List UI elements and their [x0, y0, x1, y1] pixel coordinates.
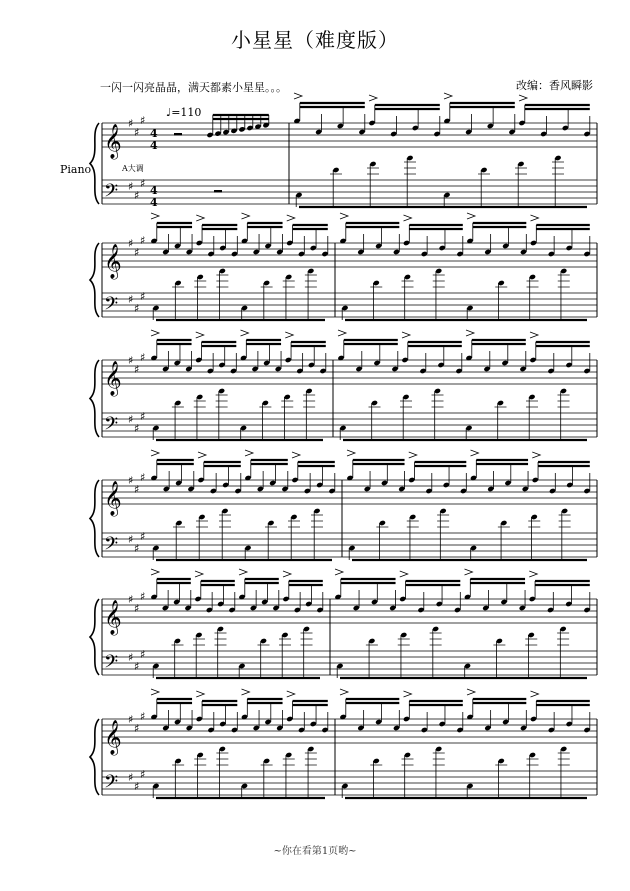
- bass-clef: 𝄢: [104, 414, 119, 439]
- page-title: 小星星（难度版）: [231, 28, 399, 52]
- time-signature: 4: [150, 127, 158, 140]
- sharp-sign: ♯: [128, 237, 134, 250]
- accent-mark: [239, 569, 247, 575]
- accent-mark: [531, 691, 539, 697]
- accent-mark: [242, 689, 250, 695]
- sharp-sign: ♯: [140, 471, 146, 484]
- sharp-sign: ♯: [134, 302, 140, 315]
- accent-mark: [444, 93, 452, 99]
- sharp-sign: ♯: [140, 768, 146, 781]
- brace: [90, 599, 99, 675]
- treble-clef: 𝄞: [104, 481, 122, 516]
- sharp-sign: ♯: [128, 593, 134, 606]
- arranger-credit: 改编：香风瞬影: [516, 79, 593, 92]
- brace: [90, 480, 99, 557]
- accent-mark: [151, 689, 159, 695]
- accent-mark: [151, 569, 159, 575]
- sharp-sign: ♯: [134, 602, 140, 615]
- sharp-sign: ♯: [128, 117, 134, 130]
- accent-mark: [287, 691, 295, 697]
- accent-mark: [196, 215, 204, 221]
- accent-mark: [467, 213, 475, 219]
- time-signature: 4: [150, 196, 158, 209]
- sharp-sign: ♯: [128, 474, 134, 487]
- accent-mark: [335, 569, 343, 575]
- accent-mark: [338, 330, 346, 336]
- sharp-sign: ♯: [140, 530, 146, 543]
- accent-mark: [196, 691, 204, 697]
- sharp-sign: ♯: [140, 234, 146, 247]
- sharp-sign: ♯: [140, 590, 146, 603]
- accent-mark: [347, 450, 355, 456]
- sharp-sign: ♯: [134, 722, 140, 735]
- sharp-sign: ♯: [134, 126, 140, 139]
- time-signature: 4: [150, 184, 158, 197]
- treble-clef: 𝄞: [104, 244, 122, 279]
- accent-mark: [531, 215, 539, 221]
- accent-mark: [287, 215, 295, 221]
- sharp-sign: ♯: [128, 651, 134, 664]
- tempo-marking: ♩=110: [166, 106, 202, 119]
- accent-mark: [340, 689, 348, 695]
- accent-mark: [283, 571, 291, 577]
- accent-mark: [242, 213, 250, 219]
- sharp-sign: ♯: [140, 290, 146, 303]
- accent-mark: [196, 332, 204, 338]
- sharp-sign: ♯: [140, 351, 146, 364]
- sharp-sign: ♯: [134, 363, 140, 376]
- accent-mark: [241, 330, 249, 336]
- accent-mark: [195, 571, 203, 577]
- accent-mark: [292, 452, 300, 458]
- sharp-sign: ♯: [128, 533, 134, 546]
- treble-clef: 𝄞: [104, 600, 122, 635]
- brace: [90, 123, 99, 204]
- accent-mark: [151, 213, 159, 219]
- accent-mark: [294, 93, 302, 99]
- sharp-sign: ♯: [140, 410, 146, 423]
- brace: [90, 360, 99, 437]
- instrument-label: Piano: [60, 163, 92, 176]
- sharp-sign: ♯: [134, 660, 140, 673]
- sharp-sign: ♯: [128, 713, 134, 726]
- accent-mark: [530, 332, 538, 338]
- brace: [90, 719, 99, 795]
- treble-clef: 𝄞: [104, 361, 122, 396]
- accent-mark: [529, 571, 537, 577]
- bass-clef: 𝄢: [104, 652, 119, 677]
- sharp-sign: ♯: [140, 648, 146, 661]
- bass-clef: 𝄢: [104, 772, 119, 797]
- sharp-sign: ♯: [128, 354, 134, 367]
- half-rest: [174, 133, 182, 136]
- bass-clef: 𝄢: [104, 181, 119, 206]
- sharp-sign: ♯: [128, 771, 134, 784]
- accent-mark: [369, 95, 377, 101]
- sharp-sign: ♯: [140, 114, 146, 127]
- bass-clef: 𝄢: [104, 534, 119, 559]
- sharp-sign: ♯: [128, 180, 134, 193]
- accent-mark: [467, 689, 475, 695]
- accent-mark: [198, 452, 206, 458]
- accent-mark: [465, 569, 473, 575]
- sharp-sign: ♯: [134, 246, 140, 259]
- accent-mark: [402, 332, 410, 338]
- accent-mark: [532, 452, 540, 458]
- accent-mark: [151, 450, 159, 456]
- key-annotation: A大调: [122, 164, 144, 173]
- accent-mark: [409, 452, 417, 458]
- sharp-sign: ♯: [128, 413, 134, 426]
- lyric-text: 一闪一闪亮晶晶，满天都素小星星。。。: [100, 81, 287, 94]
- sharp-sign: ♯: [128, 293, 134, 306]
- accent-mark: [285, 332, 293, 338]
- sharp-sign: ♯: [134, 780, 140, 793]
- sharp-sign: ♯: [140, 177, 146, 190]
- accent-mark: [340, 213, 348, 219]
- accent-mark: [466, 330, 474, 336]
- accent-mark: [400, 571, 408, 577]
- accent-mark: [151, 330, 159, 336]
- bass-clef: 𝄢: [104, 294, 119, 319]
- accent-mark: [245, 450, 253, 456]
- treble-clef: 𝄞: [104, 720, 122, 755]
- half-rest: [214, 190, 222, 193]
- sharp-sign: ♯: [134, 189, 140, 202]
- page-footer: ~你在看第1页哟~: [273, 846, 357, 857]
- sharp-sign: ♯: [134, 483, 140, 496]
- accent-mark: [404, 691, 412, 697]
- treble-clef: 𝄞: [104, 124, 122, 159]
- accent-mark: [519, 95, 527, 101]
- time-signature: 4: [150, 139, 158, 152]
- sharp-sign: ♯: [140, 710, 146, 723]
- brace: [90, 243, 99, 317]
- sharp-sign: ♯: [134, 422, 140, 435]
- sharp-sign: ♯: [134, 542, 140, 555]
- accent-mark: [404, 215, 412, 221]
- accent-mark: [471, 450, 479, 456]
